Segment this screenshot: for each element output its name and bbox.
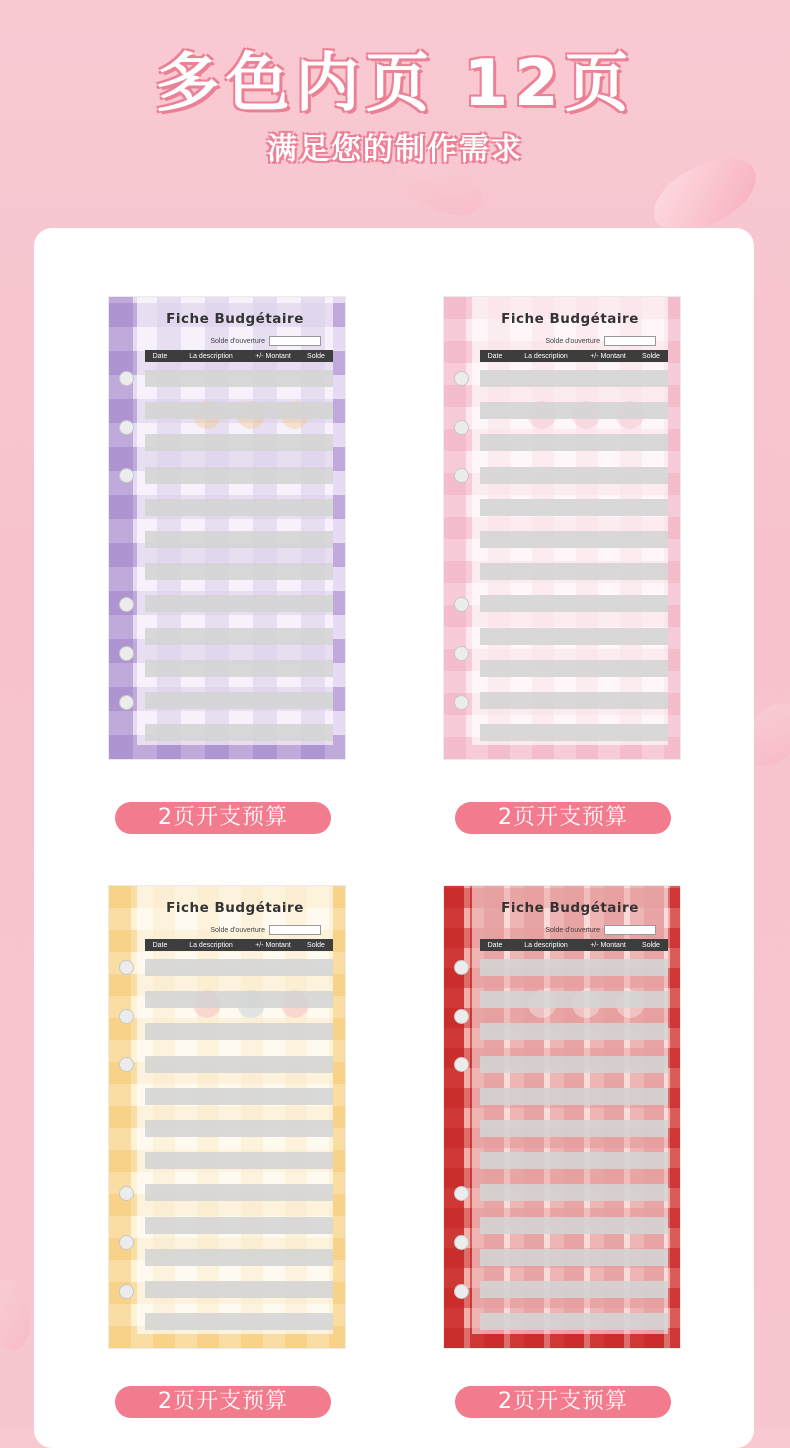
column-header: Date <box>487 941 503 949</box>
ledger-row <box>480 467 668 484</box>
caption-badge: 2页开支预算 <box>115 1386 331 1418</box>
opening-balance-box <box>604 925 656 935</box>
budget-sheet <box>137 297 333 745</box>
binder-hole <box>119 1057 134 1072</box>
ledger-row <box>145 1023 333 1040</box>
petal-decoration <box>0 1276 38 1354</box>
caption-badge: 2页开支预算 <box>455 802 671 834</box>
binder-hole <box>119 1235 134 1250</box>
column-header: La description <box>524 352 568 360</box>
caption-badge: 2页开支预算 <box>455 1386 671 1418</box>
column-header: La description <box>524 941 568 949</box>
ledger-row <box>480 499 668 516</box>
ledger-row <box>145 531 333 548</box>
binder-hole <box>454 371 469 386</box>
ledger-row <box>480 1152 668 1169</box>
table-header <box>145 350 333 362</box>
binder-hole <box>454 695 469 710</box>
ledger-row <box>145 563 333 580</box>
ledger-row <box>480 1249 668 1266</box>
ledger-rows <box>145 959 333 1345</box>
binder-hole <box>119 1009 134 1024</box>
ledger-row <box>480 1120 668 1137</box>
ledger-row <box>145 1152 333 1169</box>
ledger-rows <box>145 370 333 756</box>
opening-balance-row <box>545 336 656 346</box>
binder-hole <box>454 1284 469 1299</box>
ledger-row <box>145 1313 333 1330</box>
ledger-row <box>480 959 668 976</box>
ledger-row <box>145 628 333 645</box>
binder-hole <box>119 1186 134 1201</box>
ledger-row <box>145 1088 333 1105</box>
binder-hole <box>119 646 134 661</box>
budget-sheet <box>137 886 333 1334</box>
ledger-row <box>145 1249 333 1266</box>
ledger-row <box>480 1313 668 1330</box>
binder-hole <box>454 1057 469 1072</box>
opening-balance-label: Solde d'ouverture <box>210 926 265 934</box>
ledger-row <box>145 370 333 387</box>
ledger-row <box>480 595 668 612</box>
planner-page-yellow <box>108 885 346 1349</box>
table-header <box>480 350 668 362</box>
ledger-row <box>145 499 333 516</box>
table-header <box>145 939 333 951</box>
opening-balance-box <box>269 336 321 346</box>
page-title: 多色内页 12页 <box>155 47 635 121</box>
opening-balance-row <box>545 925 656 935</box>
planner-page-pink <box>443 296 681 760</box>
ledger-row <box>480 1217 668 1234</box>
column-header: Solde <box>307 941 325 949</box>
ledger-row <box>145 402 333 419</box>
opening-balance-box <box>269 925 321 935</box>
column-header: Solde <box>642 941 660 949</box>
binder-hole <box>119 695 134 710</box>
ledger-row <box>145 692 333 709</box>
binder-hole <box>454 420 469 435</box>
planner-page-red <box>443 885 681 1349</box>
opening-balance-box <box>604 336 656 346</box>
ledger-rows <box>480 959 668 1345</box>
ledger-row <box>480 434 668 451</box>
caption-badge: 2页开支预算 <box>115 802 331 834</box>
ledger-row <box>145 1056 333 1073</box>
binder-hole <box>119 371 134 386</box>
column-header: Date <box>487 352 503 360</box>
page-subtitle: 满足您的制作需求 <box>267 132 523 167</box>
ledger-row <box>145 660 333 677</box>
column-header: +/- Montant <box>590 352 626 360</box>
column-header: +/- Montant <box>255 352 291 360</box>
ledger-row <box>145 595 333 612</box>
ledger-row <box>145 991 333 1008</box>
ledger-row <box>480 991 668 1008</box>
ledger-row <box>480 692 668 709</box>
binder-hole <box>454 468 469 483</box>
ledger-row <box>480 628 668 645</box>
binder-hole <box>454 1186 469 1201</box>
opening-balance-label: Solde d'ouverture <box>210 337 265 345</box>
ledger-rows <box>480 370 668 756</box>
sheet-title: Fiche Budgétaire <box>501 900 639 916</box>
ledger-row <box>480 563 668 580</box>
ledger-row <box>480 370 668 387</box>
opening-balance-label: Solde d'ouverture <box>545 337 600 345</box>
ledger-row <box>145 724 333 741</box>
ledger-row <box>145 1184 333 1201</box>
column-header: Solde <box>642 352 660 360</box>
binder-hole <box>454 1235 469 1250</box>
table-header <box>480 939 668 951</box>
column-header: +/- Montant <box>255 941 291 949</box>
sheet-title: Fiche Budgétaire <box>166 900 304 916</box>
sheet-title: Fiche Budgétaire <box>166 311 304 327</box>
column-header: La description <box>189 352 233 360</box>
column-header: Date <box>152 352 168 360</box>
binder-hole <box>119 468 134 483</box>
ledger-row <box>145 1281 333 1298</box>
ledger-row <box>145 434 333 451</box>
binder-hole <box>454 597 469 612</box>
opening-balance-row <box>210 925 321 935</box>
column-header: Solde <box>307 352 325 360</box>
ledger-row <box>145 1217 333 1234</box>
column-header: +/- Montant <box>590 941 626 949</box>
binder-hole <box>119 420 134 435</box>
sheet-title: Fiche Budgétaire <box>501 311 639 327</box>
binder-hole <box>119 597 134 612</box>
planner-page-purple <box>108 296 346 760</box>
ledger-row <box>145 959 333 976</box>
ledger-row <box>145 467 333 484</box>
column-header: Date <box>152 941 168 949</box>
opening-balance-row <box>210 336 321 346</box>
opening-balance-label: Solde d'ouverture <box>545 926 600 934</box>
binder-hole <box>119 1284 134 1299</box>
binder-hole <box>119 960 134 975</box>
binder-hole <box>454 1009 469 1024</box>
ledger-row <box>480 402 668 419</box>
ledger-row <box>480 1023 668 1040</box>
binder-hole <box>454 960 469 975</box>
binder-hole <box>454 646 469 661</box>
ledger-row <box>480 1056 668 1073</box>
ledger-row <box>480 531 668 548</box>
budget-sheet <box>472 886 668 1334</box>
ledger-row <box>480 1281 668 1298</box>
column-header: La description <box>189 941 233 949</box>
ledger-row <box>480 1088 668 1105</box>
ledger-row <box>480 724 668 741</box>
ledger-row <box>145 1120 333 1137</box>
budget-sheet <box>472 297 668 745</box>
ledger-row <box>480 1184 668 1201</box>
ledger-row <box>480 660 668 677</box>
